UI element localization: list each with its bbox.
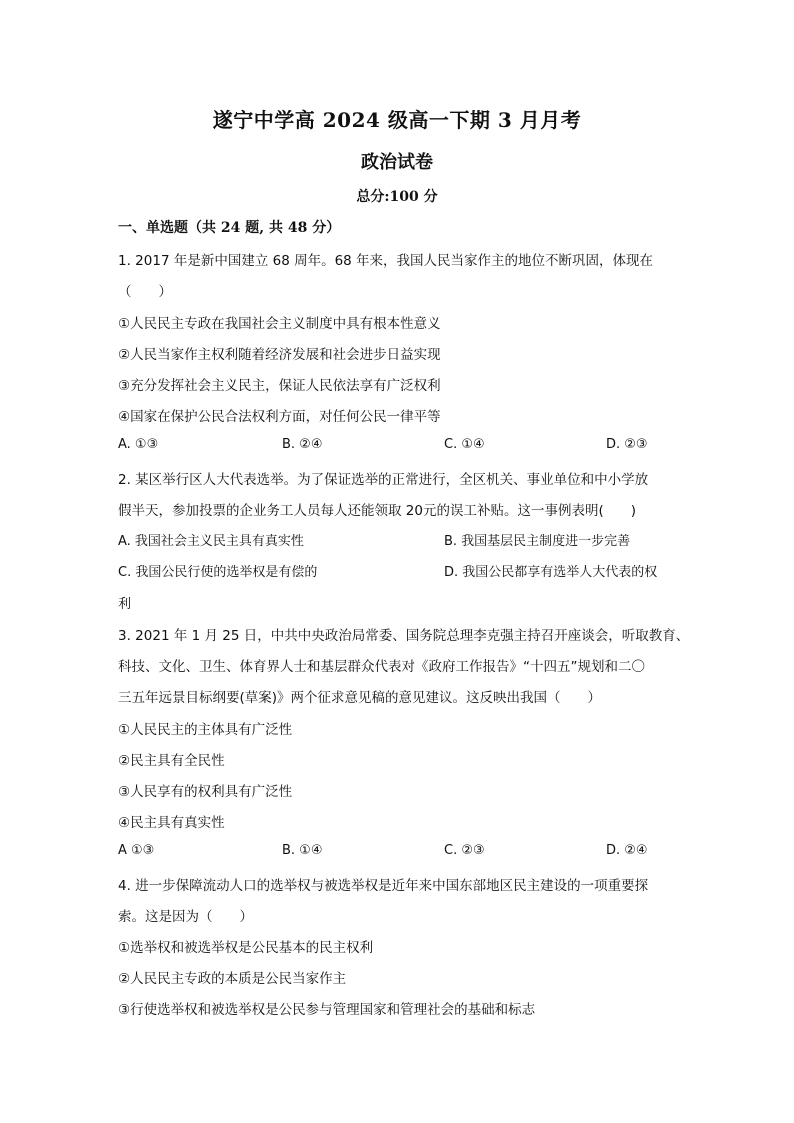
q4-stem-line1: 4. 进一步保障流动人口的选举权与被选举权是近年来中国东部地区民主建设的一项重要探 xyxy=(118,878,649,894)
exam-subtitle: 政治试卷 xyxy=(361,152,433,173)
q3-statement-1: ①人民民主的主体具有广泛性 xyxy=(118,722,293,738)
total-score: 总分:100 分 xyxy=(356,189,438,205)
q3-option-a: A ①③ xyxy=(118,843,155,858)
q4-statement-3: ③行使选举权和被选举权是公民参与管理国家和管理社会的基础和标志 xyxy=(118,1002,536,1018)
q4-statement-1: ①选举权和被选举权是公民基本的民主权利 xyxy=(118,940,374,956)
q3-option-d: D. ②④ xyxy=(606,843,648,858)
q1-option-d: D. ②③ xyxy=(606,437,648,452)
q3-stem-line1: 3. 2021 年 1 月 25 日，中共中央政治局常委、国务院总理李克强主持召开座谈会，听取教育、 xyxy=(118,628,690,644)
q4-statement-2: ②人民民主专政的本质是公民当家作主 xyxy=(118,971,347,987)
q2-stem-line2: 假半天，参加投票的企业务工人员每人还能领取 20元的误工补贴。这一事例表明( ) xyxy=(118,503,637,519)
q1-option-b: B. ②④ xyxy=(282,437,323,452)
q2-option-c: C. 我国公民行使的选举权是有偿的 xyxy=(118,565,318,580)
section-heading: 一、单选题（共 24 题, 共 48 分） xyxy=(118,220,341,236)
q1-option-a: A. ①③ xyxy=(118,437,159,452)
q3-stem-line3: 三五年远景目标纲要(草案)》两个征求意见稿的意见建议。这反映出我国（ ） xyxy=(118,690,602,706)
q3-option-b: B. ①④ xyxy=(282,843,323,858)
q1-stem-line2: （ ） xyxy=(118,284,172,300)
q2-option-b: B. 我国基层民主制度进一步完善 xyxy=(444,534,631,549)
q1-statement-4: ④国家在保护公民合法权利方面，对任何公民一律平等 xyxy=(118,409,441,425)
q1-option-c: C. ①④ xyxy=(444,437,485,452)
q3-option-c: C. ②③ xyxy=(444,843,485,858)
q1-stem-line1: 1. 2017 年是新中国建立 68 周年。68 年来，我国人民当家作主的地位不断巩固，体现在 xyxy=(118,253,654,269)
q3-stem-line2: 科技、文化、卫生、体育界人士和基层群众代表对《政府工作报告》“十四五”规划和二〇 xyxy=(118,659,645,675)
q2-option-d: D. 我国公民都享有选举人大代表的权 xyxy=(444,565,658,580)
q4-stem-line2: 索。这是因为（ ） xyxy=(118,909,253,925)
q3-statement-2: ②民主具有全民性 xyxy=(118,753,225,769)
q2-option-a: A. 我国社会主义民主具有真实性 xyxy=(118,534,304,549)
q2-option-d-continued: 利 xyxy=(118,597,132,612)
q1-statement-2: ②人民当家作主权利随着经济发展和社会进步日益实现 xyxy=(118,347,441,363)
q2-stem-line1: 2. 某区举行区人大代表选举。为了保证选举的正常进行，全区机关、事业单位和中小学放 xyxy=(118,472,649,488)
q3-statement-4: ④民主具有真实性 xyxy=(118,815,225,831)
q3-statement-3: ③人民享有的权利具有广泛性 xyxy=(118,784,293,800)
exam-title: 遂宁中学高 2024 级高一下期 3 月月考 xyxy=(212,108,582,132)
q1-statement-3: ③充分发挥社会主义民主，保证人民依法享有广泛权利 xyxy=(118,378,441,394)
q1-statement-1: ①人民民主专政在我国社会主义制度中具有根本性意义 xyxy=(118,316,441,332)
